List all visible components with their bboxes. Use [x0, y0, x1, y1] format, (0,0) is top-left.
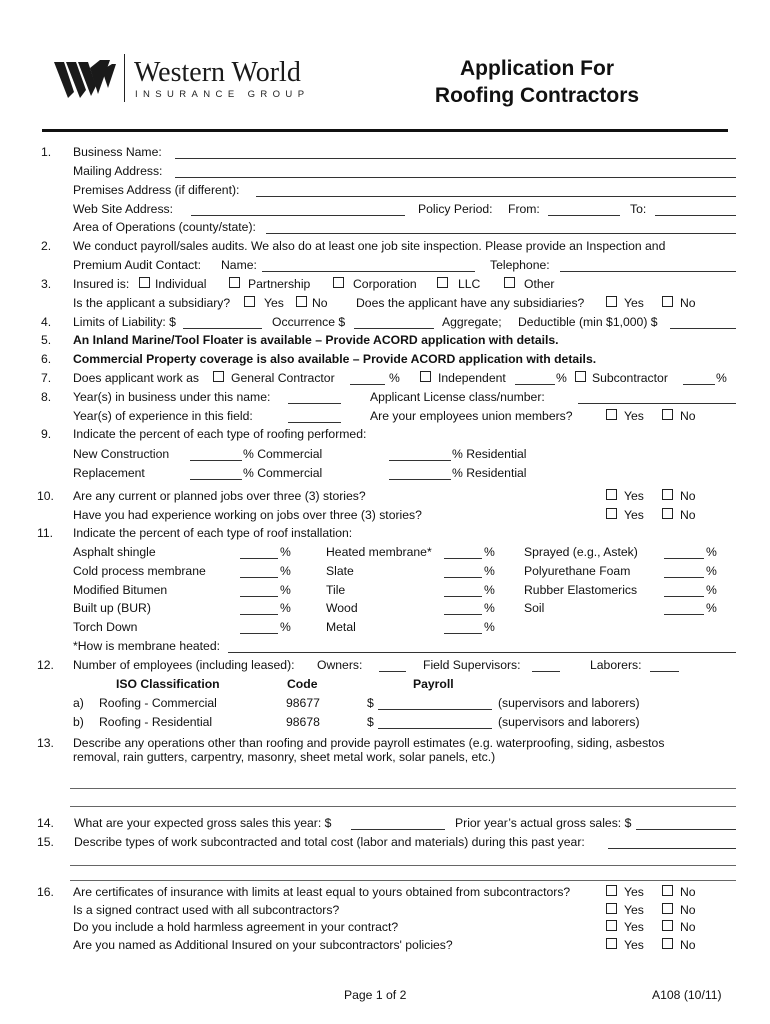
logo-divider [124, 54, 125, 102]
q-number: 10. [37, 489, 54, 503]
code-header: Code [287, 677, 318, 691]
yes-label: Yes [624, 920, 644, 934]
business-name-field[interactable] [175, 158, 736, 159]
business-name-label: Business Name: [73, 145, 162, 159]
three-stories-current-no-checkbox[interactable] [662, 489, 673, 500]
yes-label: Yes [624, 489, 644, 503]
has-subsidiaries-no-checkbox[interactable] [662, 296, 673, 307]
field-supervisors-field[interactable] [532, 671, 560, 672]
western-world-logo-icon [54, 58, 116, 100]
pct-sign: % [706, 564, 717, 578]
policy-to-field[interactable] [655, 215, 736, 216]
web-site-field[interactable] [191, 215, 405, 216]
new-construction-label: New Construction [73, 447, 170, 461]
replacement-label: Replacement [73, 466, 145, 480]
sprayed-label: Sprayed (e.g., Astek) [524, 545, 638, 559]
pct-sign: % [389, 371, 400, 385]
prior-sales-label: Prior year’s actual gross sales: $ [455, 816, 632, 830]
subsidiary-yes-checkbox[interactable] [244, 296, 255, 307]
certificates-no-checkbox[interactable] [662, 885, 673, 896]
has-subsidiaries-no-label: No [680, 296, 696, 310]
q-number: 5. [41, 333, 52, 347]
policy-to-label: To: [630, 202, 647, 216]
brand-name: Western World [134, 57, 301, 88]
general-contractor-pct-field[interactable] [350, 384, 385, 385]
union-yes-checkbox[interactable] [606, 409, 617, 420]
partnership-label: Partnership [248, 277, 311, 291]
heated-membrane-label: Heated membrane* [326, 545, 432, 559]
other-checkbox[interactable] [504, 277, 515, 288]
pct-sign: % [716, 371, 727, 385]
commercial-label: % Commercial [243, 447, 323, 461]
payroll-note: (supervisors and laborers) [498, 696, 640, 710]
pct-sign: % [706, 601, 717, 615]
no-label: No [680, 489, 696, 503]
row-letter: b) [73, 715, 84, 729]
corporation-checkbox[interactable] [333, 277, 344, 288]
iso-class: Roofing - Residential [99, 715, 213, 729]
license-field[interactable] [578, 403, 736, 404]
general-contractor-checkbox[interactable] [213, 371, 224, 382]
built-up-pct-field[interactable] [240, 614, 278, 615]
no-label: No [680, 920, 696, 934]
q-number: 1. [41, 145, 52, 159]
tile-label: Tile [326, 583, 346, 597]
residential-label: % Residential [452, 466, 527, 480]
metal-label: Metal [326, 620, 356, 634]
dollar-sign: $ [367, 715, 374, 729]
residential-payroll-field[interactable] [378, 728, 492, 729]
contact-name-label: Name: [221, 258, 257, 272]
heated-note-label: *How is membrane heated: [73, 639, 220, 653]
q-number: 3. [41, 277, 52, 291]
heated-membrane-pct-field[interactable] [444, 558, 482, 559]
independent-checkbox[interactable] [420, 371, 431, 382]
polyurethane-pct-field[interactable] [664, 577, 704, 578]
cold-process-pct-field[interactable] [240, 577, 278, 578]
subcontracted-work-field[interactable] [608, 848, 736, 849]
modified-bitumen-label: Modified Bitumen [73, 583, 168, 597]
subcontracted-work-label: Describe types of work subcontracted and total cost (labor and materials) during this past year: [74, 835, 585, 849]
other-label: Other [524, 277, 555, 291]
audit-intro-text: We conduct payroll/sales audits. We also do at least one job site inspection. Please provide an Inspection and [73, 239, 666, 253]
general-contractor-label: General Contractor [231, 371, 335, 385]
area-operations-label: Area of Operations (county/state): [73, 220, 256, 234]
wood-label: Wood [326, 601, 358, 615]
aggregate-label: Aggregate; [442, 315, 502, 329]
no-label: No [680, 938, 696, 952]
q-number: 16. [37, 885, 54, 899]
built-up-label: Built up (BUR) [73, 601, 151, 615]
other-operations-line[interactable] [70, 788, 736, 789]
owners-label: Owners: [317, 658, 363, 672]
iso-code: 98677 [286, 696, 320, 710]
mailing-address-field[interactable] [175, 177, 736, 178]
polyurethane-label: Polyurethane Foam [524, 564, 631, 578]
q-number: 15. [37, 835, 54, 849]
q-number: 8. [41, 390, 52, 404]
brand-subtitle: INSURANCE GROUP [135, 89, 310, 100]
hold-harmless-yes-checkbox[interactable] [606, 920, 617, 931]
field-supervisors-label: Field Supervisors: [423, 658, 521, 672]
audit-contact-label: Premium Audit Contact: [73, 258, 202, 272]
subsidiary-yes-label: Yes [264, 296, 284, 310]
telephone-field[interactable] [560, 271, 736, 272]
signed-contract-label: Is a signed contract used with all subcontractors? [73, 903, 340, 917]
subcontracted-work-line[interactable] [70, 865, 736, 866]
q-number: 6. [41, 352, 52, 366]
independent-label: Independent [438, 371, 506, 385]
pct-sign: % [280, 620, 291, 634]
independent-pct-field[interactable] [515, 384, 555, 385]
replacement-commercial-field[interactable] [190, 479, 242, 480]
pct-sign: % [280, 601, 291, 615]
header-rule [42, 129, 728, 132]
deductible-label: Deductible (min $1,000) $ [518, 315, 658, 329]
commercial-property-notice: Commercial Property coverage is also available – Provide ACORD application with details. [73, 352, 597, 366]
partnership-checkbox[interactable] [229, 277, 240, 288]
contact-name-field[interactable] [262, 271, 475, 272]
commercial-label: % Commercial [243, 466, 323, 480]
policy-from-field[interactable] [548, 215, 620, 216]
years-experience-label: Year(s) of experience in this field: [73, 409, 253, 423]
additional-insured-yes-checkbox[interactable] [606, 938, 617, 949]
subcontractor-label: Subcontractor [592, 371, 668, 385]
q-number: 14. [37, 816, 54, 830]
three-stories-experience-label: Have you had experience working on jobs over three (3) stories? [73, 508, 422, 522]
license-label: Applicant License class/number: [370, 390, 545, 404]
slate-label: Slate [326, 564, 354, 578]
soil-pct-field[interactable] [664, 614, 704, 615]
hold-harmless-label: Do you include a hold harmless agreement in your contract? [73, 920, 399, 934]
union-no-label: No [680, 409, 696, 423]
new-construction-commercial-field[interactable] [190, 460, 242, 461]
union-no-checkbox[interactable] [662, 409, 673, 420]
payroll-note: (supervisors and laborers) [498, 715, 640, 729]
subsidiary-label: Is the applicant a subsidiary? [73, 296, 231, 310]
policy-period-label: Policy Period: [418, 202, 493, 216]
pct-sign: % [484, 601, 495, 615]
laborers-label: Laborers: [590, 658, 642, 672]
iso-code: 98678 [286, 715, 320, 729]
telephone-label: Telephone: [490, 258, 550, 272]
premises-address-label: Premises Address (if different): [73, 183, 240, 197]
yes-label: Yes [624, 508, 644, 522]
has-subsidiaries-yes-checkbox[interactable] [606, 296, 617, 307]
yes-label: Yes [624, 903, 644, 917]
slate-pct-field[interactable] [444, 577, 482, 578]
other-operations-label-2: removal, rain gutters, carpentry, masonry, sheet metal work, solar panels, etc.) [73, 750, 496, 764]
q-number: 9. [41, 427, 52, 441]
inland-marine-notice: An Inland Marine/Tool Floater is available – Provide ACORD application with details. [73, 333, 559, 347]
subcontractor-checkbox[interactable] [575, 371, 586, 382]
sprayed-pct-field[interactable] [664, 558, 704, 559]
deductible-field[interactable] [670, 328, 736, 329]
pct-sign: % [484, 545, 495, 559]
subcontracted-work-line[interactable] [70, 880, 736, 881]
q-number: 12. [37, 658, 54, 672]
heated-note-field[interactable] [228, 652, 736, 653]
pct-sign: % [556, 371, 567, 385]
additional-insured-no-checkbox[interactable] [662, 938, 673, 949]
three-stories-experience-no-checkbox[interactable] [662, 508, 673, 519]
asphalt-shingle-pct-field[interactable] [240, 558, 278, 559]
roof-installation-label: Indicate the percent of each type of roof installation: [73, 526, 353, 540]
residential-label: % Residential [452, 447, 527, 461]
modified-bitumen-pct-field[interactable] [240, 596, 278, 597]
area-operations-field[interactable] [266, 233, 736, 234]
no-label: No [680, 508, 696, 522]
signed-contract-yes-checkbox[interactable] [606, 903, 617, 914]
pct-sign: % [484, 583, 495, 597]
limits-field[interactable] [183, 328, 262, 329]
pct-sign: % [484, 620, 495, 634]
tile-pct-field[interactable] [444, 596, 482, 597]
occurrence-field[interactable] [354, 328, 434, 329]
rubber-elastomerics-label: Rubber Elastomerics [524, 583, 638, 597]
premises-address-field[interactable] [256, 196, 736, 197]
years-business-label: Year(s) in business under this name: [73, 390, 271, 404]
yes-label: Yes [624, 885, 644, 899]
replacement-residential-field[interactable] [389, 479, 451, 480]
cold-process-label: Cold process membrane [73, 564, 206, 578]
gross-sales-label: What are your expected gross sales this year: $ [74, 816, 332, 830]
page-title-line2: Roofing Contractors [434, 84, 640, 107]
wood-pct-field[interactable] [444, 614, 482, 615]
hold-harmless-no-checkbox[interactable] [662, 920, 673, 931]
pct-sign: % [280, 545, 291, 559]
soil-label: Soil [524, 601, 545, 615]
corporation-label: Corporation [353, 277, 417, 291]
laborers-field[interactable] [650, 671, 679, 672]
has-subsidiaries-yes-label: Yes [624, 296, 644, 310]
occurrence-label: Occurrence $ [272, 315, 346, 329]
additional-insured-label: Are you named as Additional Insured on your subcontractors' policies? [73, 938, 453, 952]
commercial-payroll-field[interactable] [378, 709, 492, 710]
llc-checkbox[interactable] [437, 277, 448, 288]
employees-label: Number of employees (including leased): [73, 658, 295, 672]
no-label: No [680, 903, 696, 917]
other-operations-line[interactable] [70, 806, 736, 807]
gross-sales-field[interactable] [351, 829, 445, 830]
q-number: 13. [37, 736, 54, 750]
q-number: 11. [37, 526, 54, 540]
limits-label: Limits of Liability: $ [73, 315, 176, 329]
torch-down-label: Torch Down [73, 620, 138, 634]
mailing-address-label: Mailing Address: [73, 164, 163, 178]
page-number: Page 1 of 2 [344, 988, 407, 1002]
individual-checkbox[interactable] [139, 277, 150, 288]
rubber-elastomerics-pct-field[interactable] [664, 596, 704, 597]
yes-label: Yes [624, 938, 644, 952]
work-as-label: Does applicant work as [73, 371, 199, 385]
years-business-field[interactable] [288, 403, 341, 404]
metal-pct-field[interactable] [444, 633, 482, 634]
prior-sales-field[interactable] [636, 829, 736, 830]
other-operations-label: Describe any operations other than roofing and provide payroll estimates (e.g. waterproofing, siding, asbestos [73, 736, 665, 750]
certificates-yes-checkbox[interactable] [606, 885, 617, 896]
dollar-sign: $ [367, 696, 374, 710]
subsidiary-no-checkbox[interactable] [296, 296, 307, 307]
llc-label: LLC [458, 277, 481, 291]
q-number: 4. [41, 315, 52, 329]
years-experience-field[interactable] [288, 422, 341, 423]
certificates-label: Are certificates of insurance with limits at least equal to yours obtained from subcontractors? [73, 885, 571, 899]
insured-is-label: Insured is: [73, 277, 130, 291]
has-subsidiaries-label: Does the applicant have any subsidiaries? [356, 296, 585, 310]
signed-contract-no-checkbox[interactable] [662, 903, 673, 914]
owners-field[interactable] [379, 671, 406, 672]
pct-sign: % [484, 564, 495, 578]
iso-class: Roofing - Commercial [99, 696, 217, 710]
row-letter: a) [73, 696, 84, 710]
no-label: No [680, 885, 696, 899]
iso-classification-header: ISO Classification [116, 677, 220, 691]
three-stories-experience-yes-checkbox[interactable] [606, 508, 617, 519]
union-label: Are your employees union members? [370, 409, 573, 423]
pct-sign: % [280, 583, 291, 597]
three-stories-current-yes-checkbox[interactable] [606, 489, 617, 500]
roofing-percent-label: Indicate the percent of each type of roofing performed: [73, 427, 367, 441]
q-number: 2. [41, 239, 52, 253]
union-yes-label: Yes [624, 409, 644, 423]
asphalt-shingle-label: Asphalt shingle [73, 545, 156, 559]
torch-down-pct-field[interactable] [240, 633, 278, 634]
pct-sign: % [280, 564, 291, 578]
individual-label: Individual [155, 277, 207, 291]
q-number: 7. [41, 371, 52, 385]
three-stories-current-label: Are any current or planned jobs over three (3) stories? [73, 489, 366, 503]
web-site-label: Web Site Address: [73, 202, 174, 216]
subsidiary-no-label: No [312, 296, 328, 310]
pct-sign: % [706, 545, 717, 559]
payroll-header: Payroll [413, 677, 454, 691]
form-id: A108 (10/11) [652, 988, 722, 1002]
subcontractor-pct-field[interactable] [683, 384, 715, 385]
new-construction-residential-field[interactable] [389, 460, 451, 461]
page-title-line1: Application For [460, 57, 614, 80]
pct-sign: % [706, 583, 717, 597]
policy-from-label: From: [508, 202, 540, 216]
